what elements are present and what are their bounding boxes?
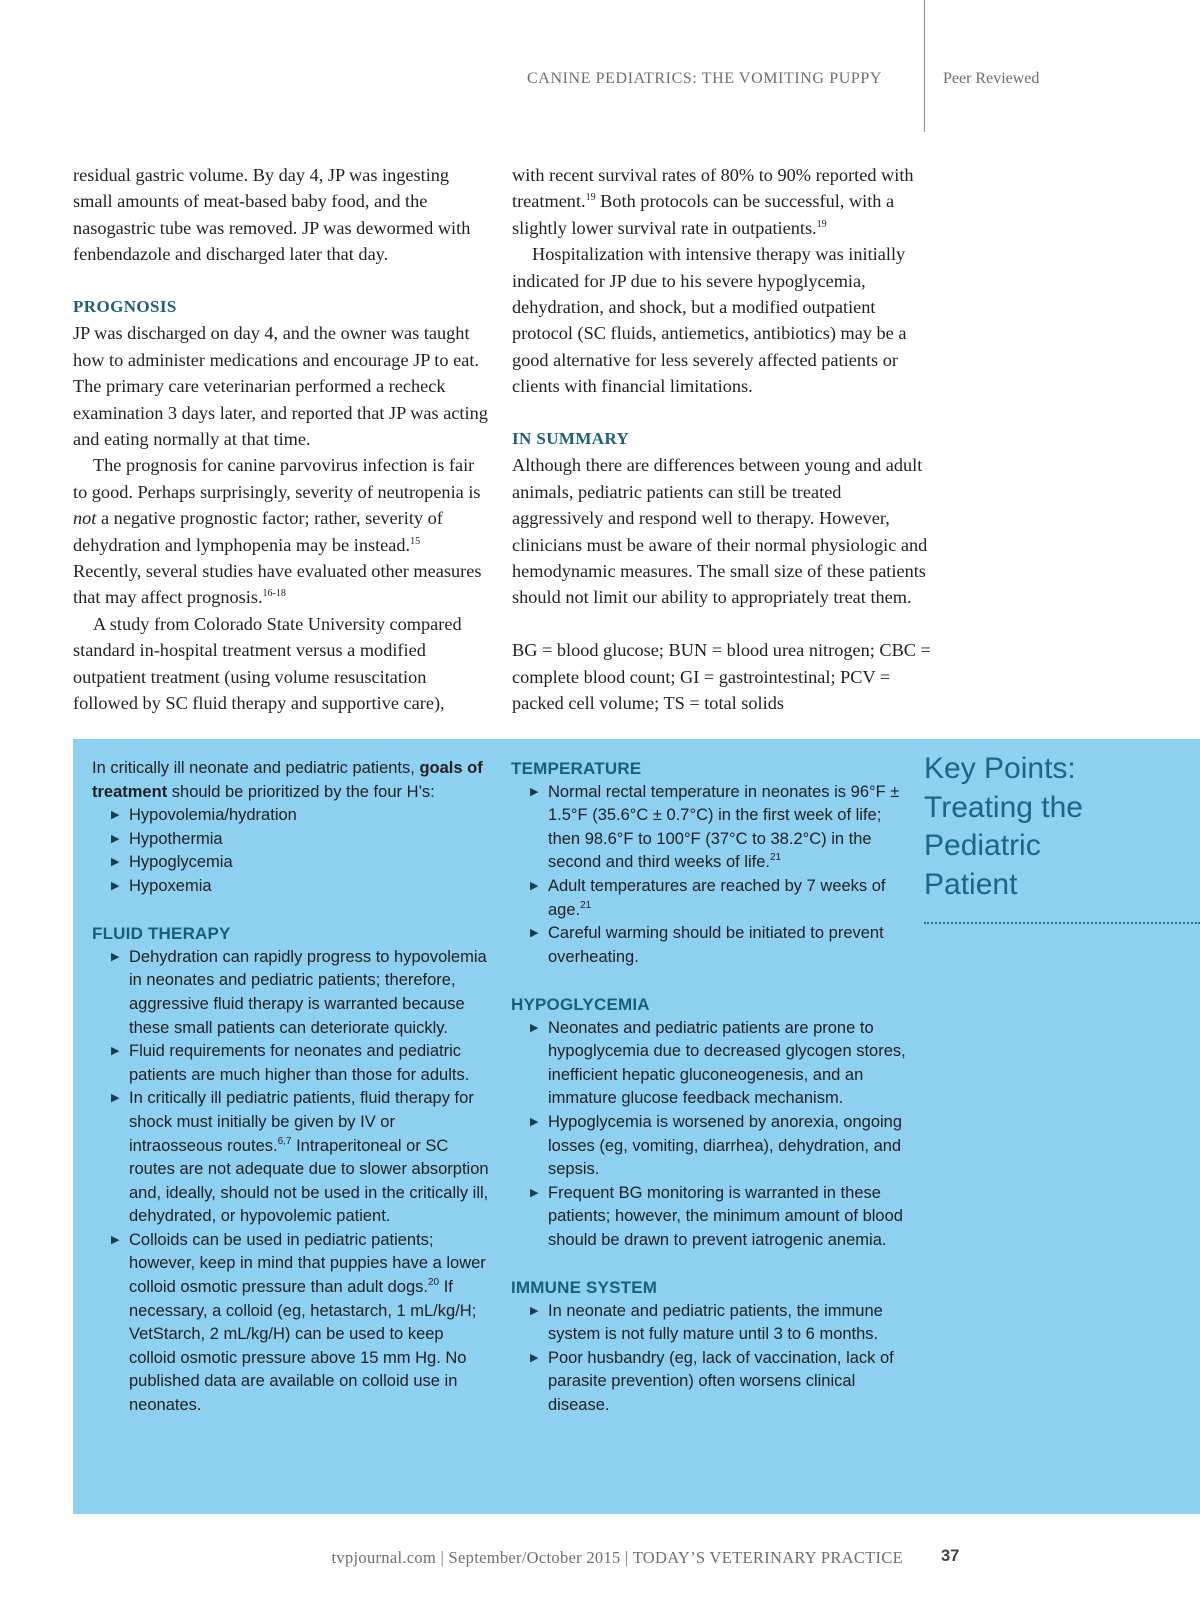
list-item: ▶ Hypoxemia — [129, 875, 492, 899]
bullet-arrow-icon: ▶ — [530, 879, 539, 892]
heading-temperature: TEMPERATURE — [511, 759, 642, 778]
heading-immune-system: IMMUNE SYSTEM — [511, 1278, 658, 1298]
paragraph: with recent survival rates of 80% to 90% reported with treatment.$^{19}$ Both protocols can be successful, with a slightly lower survival rate in outpatients.$^{19}$ — [512, 165, 914, 238]
immune-system-list — [511, 1300, 911, 1418]
page-number: 37 — [941, 1547, 960, 1565]
peer-reviewed-label: Peer Reviewed — [943, 70, 1040, 87]
list-item: ▶ Adult temperatures are reached by 7 weeks of age.$^{21}$ — [530, 876, 886, 919]
citation: 6,7 — [277, 1135, 292, 1147]
bullet-arrow-icon: ▶ — [111, 1092, 120, 1105]
paragraph: The prognosis for canine parvovirus infection is fair to good. Perhaps surprisingly, severity of neutropenia is not a negative prognostic factor; rather, severity of dehydration and lymphopenia may be instead.$^{15}$ Recently, several studies have evaluated other measures that may affect prognosis.$^{16-18}$ — [73, 455, 482, 608]
list-item: ▶ Frequent BG monitoring is warranted in these patients; however, the minimum amount of blood should be drawn to prevent iatrogenic anemia. — [530, 1183, 903, 1249]
paragraph: Although there are differences between young and adult animals, pediatric patients can still be treated aggressively and respond well to therapy. However, clinicians must be aware of their normal physiologic and hemodynamic measures. The small size of these patients should not limit our ability to appropriately treat them. — [512, 455, 928, 608]
bullet-arrow-icon: ▶ — [111, 809, 120, 822]
article-column-left — [73, 162, 493, 717]
key-points-title: Key Points: Treating the Pediatric Patient — [924, 752, 1083, 901]
bullet-arrow-icon: ▶ — [530, 1351, 539, 1364]
paragraph: A study from Colorado State University compared standard in-hospital treatment versus a modified outpatient treatment (using volume resuscitation followed by SC fluid therapy and supportive care), — [73, 613, 462, 714]
citation: 15 — [410, 535, 421, 547]
bullet-arrow-icon: ▶ — [530, 927, 539, 940]
list-item: ▶ Hypoglycemia is worsened by anorexia, ongoing losses (eg, vomiting, diarrhea), dehydration, and sepsis. — [530, 1112, 903, 1179]
list-item: ▶ Colloids can be used in pediatric patients; however, keep in mind that puppies have a lower colloid osmotic pressure than adult dogs.$^{20}$ If necessary, a colloid (eg, hetastarch, 1 mL/kg/H; VetStarch, 2 mL/kg/H) can be used to keep colloid osmotic pressure above 15 mm Hg. No published data are available on colloid use in neonates. — [111, 1230, 486, 1415]
list-item: ▶ Poor husbandry (eg, lack of vaccination, lack of parasite prevention) often worsens clinical disease. — [530, 1348, 894, 1415]
bullet-arrow-icon: ▶ — [111, 856, 120, 869]
list-item: ▶ Dehydration can rapidly progress to hypovolemia in neonates and pediatric patients; therefore, aggressive fluid therapy is warranted because these small patients can deteriorate quickly. — [111, 947, 487, 1037]
header-divider — [924, 0, 925, 132]
list-item: ▶ Hypovolemia/hydration — [129, 804, 492, 828]
heading-hypoglycemia: HYPOGLYCEMIA — [511, 994, 650, 1014]
heading-fluid-therapy: FLUID THERAPY — [92, 924, 231, 944]
list-item: ▶ Neonates and pediatric patients are prone to hypoglycemia due to decreased glycogen stores, inefficient hepatic gluconeogenesis, and an immature glucose feedback mechanism. — [530, 1018, 906, 1108]
bullet-arrow-icon: ▶ — [530, 1304, 539, 1317]
citation: 21 — [580, 899, 592, 911]
four-h-list — [92, 804, 492, 898]
temperature-list — [511, 781, 911, 970]
list-item: ▶ Careful warming should be initiated to prevent overheating. — [530, 924, 884, 966]
key-points-column-2 — [511, 757, 911, 1418]
key-points-column-1 — [92, 757, 492, 1418]
bullet-arrow-icon: ▶ — [111, 1045, 120, 1058]
bullet-arrow-icon: ▶ — [111, 879, 120, 892]
paragraph: JP was discharged on day 4, and the owner was taught how to administer medications and encourage JP to eat. The primary care veterinarian performed a recheck examination 3 days later, and reported that JP was acting and eating normally at that time. — [73, 323, 488, 450]
bullet-arrow-icon: ▶ — [111, 950, 120, 963]
bullet-arrow-icon: ▶ — [530, 1115, 539, 1128]
dotted-divider — [924, 922, 1200, 924]
bullet-arrow-icon: ▶ — [530, 785, 539, 798]
list-item: ▶ Fluid requirements for neonates and pediatric patients are much higher than those for adults. — [111, 1042, 470, 1084]
citation: 19 — [585, 192, 596, 204]
list-item: ▶ Normal rectal temperature in neonates is 96°F ± 1.5°F (35.6°C ± 0.7°C) in the first week of life; then 98.6°F to 100°F (37°C to 38.2°C) in the second and third weeks of life.$^{21}$ — [530, 782, 900, 872]
list-item: ▶ Hypoglycemia — [129, 851, 492, 875]
article-column-right — [512, 162, 932, 717]
key-points-box — [73, 739, 1200, 1514]
paragraph: Hospitalization with intensive therapy was initially indicated for JP due to his severe hypoglycemia, dehydration, and shock, but a modified outpatient protocol (SC fluids, antiemetics, antibiotics) may be a good alternative for less severely affected patients or clients with financial limitations. — [512, 244, 907, 397]
paragraph: residual gastric volume. By day 4, JP was ingesting small amounts of meat-based baby food, and the nasogastric tube was removed. JP was dewormed with fenbendazole and discharged later that day. — [73, 165, 471, 265]
footer-publication: tvpjournal.com | September/October 2015 | TODAY’S VETERINARY PRACTICE — [331, 1548, 903, 1567]
fluid-therapy-list — [92, 946, 492, 1418]
hypoglycemia-list — [511, 1017, 911, 1253]
bullet-arrow-icon: ▶ — [111, 832, 120, 845]
key-points-intro: In critically ill neonate and pediatric patients, goals of treatment should be prioritized by the four H’s: — [92, 759, 483, 801]
section-heading-prognosis: PROGNOSIS — [73, 297, 177, 317]
citation: 19 — [816, 218, 827, 230]
citation: 20 — [428, 1277, 440, 1289]
bullet-arrow-icon: ▶ — [530, 1186, 539, 1199]
running-head-title: CANINE PEDIATRICS: THE VOMITING PUPPY — [527, 70, 882, 87]
citation: 21 — [769, 852, 782, 864]
bullet-arrow-icon: ▶ — [530, 1021, 539, 1034]
list-item: ▶ Hypothermia — [129, 828, 492, 852]
abbreviations: BG = blood glucose; BUN = blood urea nitrogen; CBC = complete blood count; GI = gastrointestinal; PCV = packed cell volume; TS = total solids — [512, 640, 931, 714]
section-heading-summary: IN SUMMARY — [512, 429, 630, 449]
citation: 16-18 — [262, 588, 286, 600]
list-item: ▶ In neonate and pediatric patients, the immune system is not fully mature until 3 to 6 months. — [530, 1301, 883, 1344]
list-item: ▶ In critically ill pediatric patients, fluid therapy for shock must initially be given by IV or intraosseous routes.$^{6,7}$ Intraperitoneal or SC routes are not adequate due to slower absorption and, ideally, should not be used in the critically ill, dehydrated, or hypovolemic patient. — [111, 1089, 489, 1226]
emphasis-not: not — [73, 508, 97, 529]
bullet-arrow-icon: ▶ — [111, 1233, 120, 1246]
